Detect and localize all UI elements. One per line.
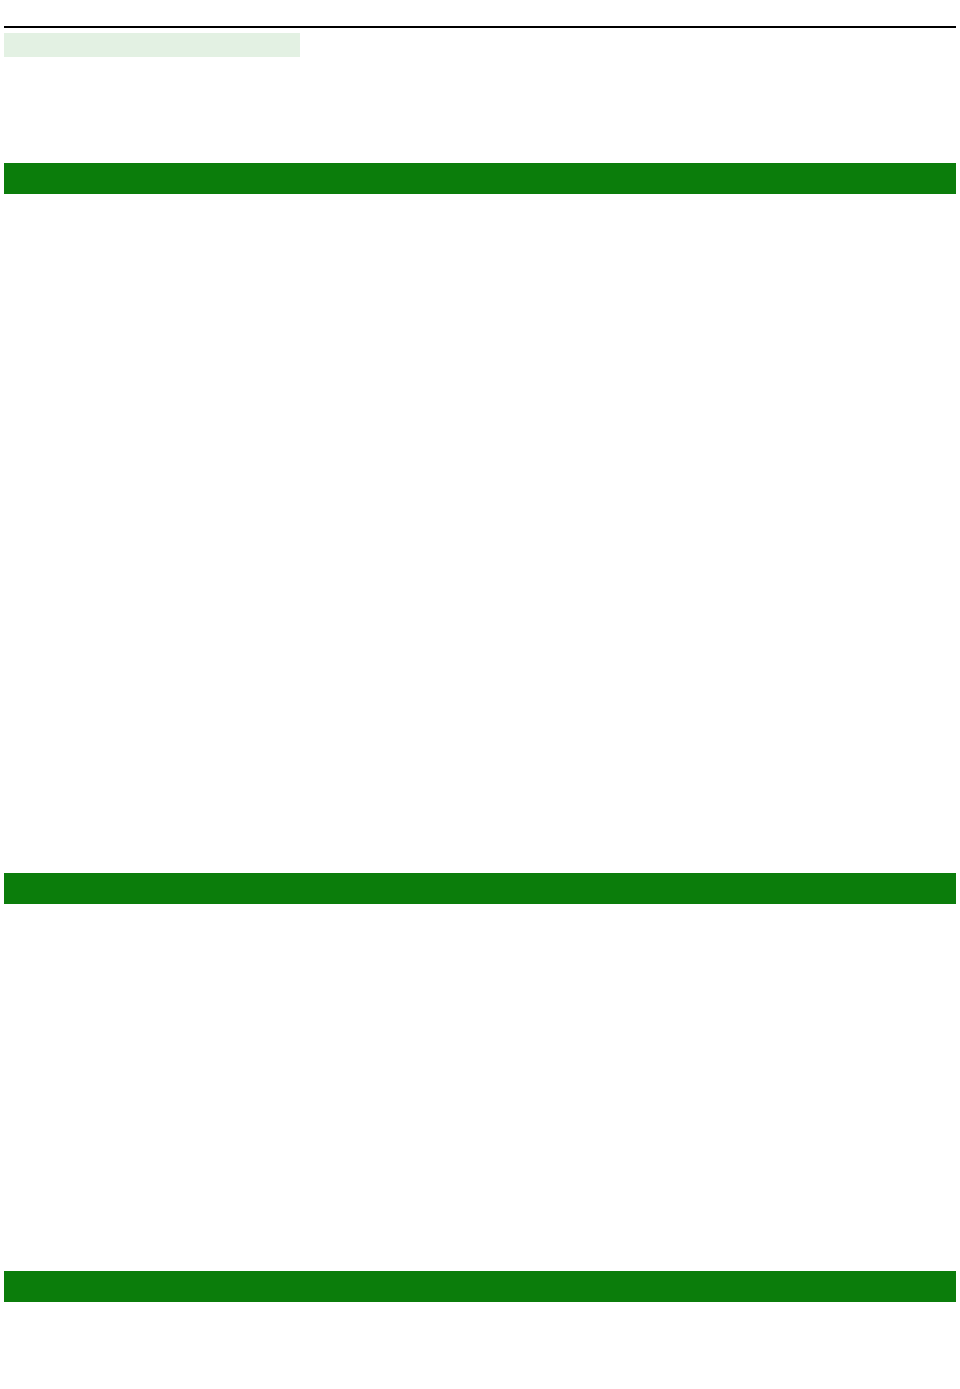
section-11-title — [4, 1271, 956, 1302]
respiratory-row — [4, 33, 956, 81]
section-9-title — [4, 163, 956, 194]
toxicity-row — [4, 1336, 956, 1360]
section-10-title — [4, 873, 956, 904]
env-row — [4, 113, 956, 137]
page-header — [4, 0, 956, 28]
row-label — [4, 33, 300, 57]
